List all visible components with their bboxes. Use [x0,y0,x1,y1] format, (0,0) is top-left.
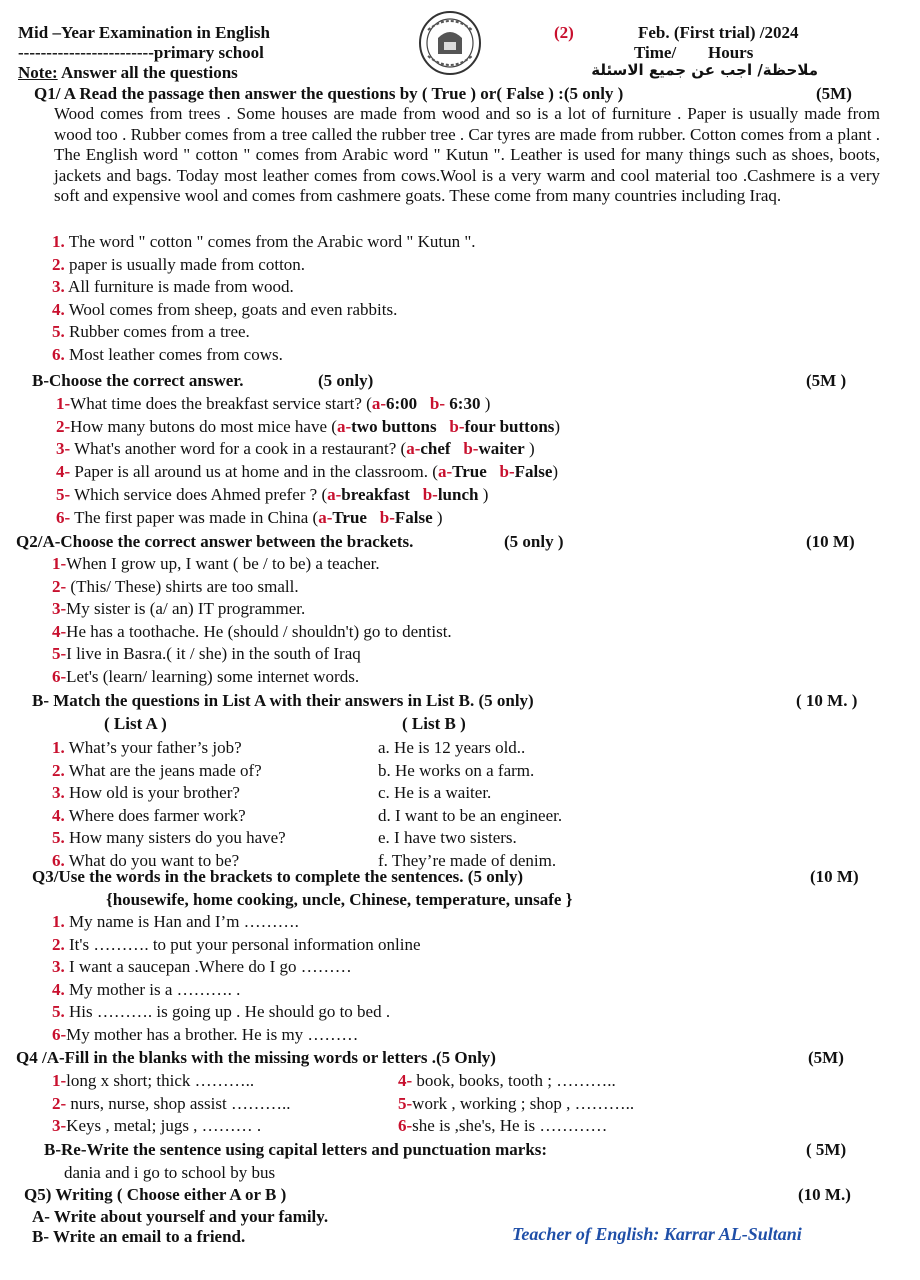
q4-text: Keys , metal; jugs , ……… . [66,1116,262,1136]
choice-open-paren: ( [321,484,328,504]
q5-heading: Q5) Writing ( Choose either A or B ) [24,1185,287,1204]
choice-option-text: True [452,462,487,482]
list-a-number: 1. [52,738,65,757]
q3-sentence-number: 6- [52,1025,67,1044]
q3-sentence-item [52,956,352,977]
choice-option-letter: b- [499,462,515,482]
reading-passage: Wood comes from trees . Some houses are made from wood and so is a lot of furniture . Paper is usually made from wood too . Rubber comes from a tree called the rubber tree . Car tyres are made from rubber. Cotton comes from a plant . The English word " cotton " comes from Arabic word " Kutun ". Leather is used for many things such as shoes, boots, jackets and bags. Today most leather comes from cows.Wool is a very warm and cool material too .Cashmere is a very soft and expensive wool and comes from cashmere goats. These come from many countries including Iraq. [54,104,880,206]
list-a-text: How many sisters do you have? [64,828,286,848]
q1-question-number: 2. [52,254,65,274]
q3-sentence-number: 4. [52,979,65,999]
q2-question-text: He has a toothache. He (should / shouldn't) go to dentist. [66,621,452,641]
q5-option-b: B- Write an email to a friend. [32,1227,246,1246]
q2-heading: Q2/A-Choose the correct answer between the brackets. [16,532,414,551]
q1-question-text: The word " cotton " comes from the Arabic word " Kutun ". [64,232,476,251]
choice-text: How many butons do most mice have [70,416,328,436]
q2-question-item [52,643,361,664]
q3-sentence-number: 3. [52,957,65,977]
choice-number: 3- [56,439,71,459]
q2-question-text: Let's (learn/ learning) some internet words. [66,667,360,686]
q1-question-text: Most leather comes from cows. [64,345,283,364]
q1b-only: (5 only) [318,371,374,390]
list-a-title: ( List A ) [104,714,167,733]
q1-question-text: paper is usually made from cotton. [64,254,306,274]
list-b-item: c. He is a waiter. [378,783,492,803]
choice-option-text: chef [420,439,451,459]
q2-question-item [52,621,452,642]
q3-sentence-number: 1. [52,912,65,931]
list-a-text: What’s your father’s job? [64,738,242,757]
q3-heading: Q3/Use the words in the brackets to complete the sentences. (5 only) [32,867,524,886]
page-number: (2) [554,23,574,42]
list-a-item [52,827,286,848]
q4-number: 1- [52,1071,67,1090]
q1-marks: (5M) [816,84,852,103]
choice-open-paren: ( [432,462,438,482]
choice-question [56,438,535,459]
choice-question [56,507,443,528]
list-a-text: What are the jeans made of? [64,760,262,780]
q4b-sentence: dania and i go to school by bus [64,1163,276,1182]
q2-question-number: 6- [52,667,67,686]
q3-sentence-text: His ………. is going up . He should go to bed . [64,1002,391,1022]
choice-open-paren: ( [331,416,337,436]
q2-question-item [52,666,359,687]
choice-option-text: False [394,507,433,527]
choice-question [56,416,560,437]
q5-option-a: A- Write about yourself and your family. [32,1207,329,1226]
q5-marks: (10 M.) [798,1185,851,1204]
q3-sentence-text: My mother has a brother. He is my ……… [66,1025,359,1044]
choice-number: 5- [56,484,71,504]
exam-date: Feb. (First trial) /2024 [638,23,799,42]
choice-option-letter: b- [463,439,479,459]
list-a-number: 4. [52,805,65,825]
ministry-seal-icon [418,10,482,76]
q3-sentence-item [52,1024,358,1045]
time-label: Time/ [634,43,677,62]
q4b-heading: B-Re-Write the sentence using capital letters and punctuation marks: [44,1140,548,1159]
q1-question-item [52,344,283,365]
time-value: Hours [708,43,754,62]
choice-option-letter: a- [318,507,333,527]
q3-sentence-item [52,934,421,955]
q1-question-item [52,321,250,342]
q2-question-number: 1- [52,554,67,573]
q1b-marks: (5M ) [806,371,847,390]
q4-number: 3- [52,1116,67,1136]
choice-close-paren: ) [552,462,559,482]
choice-option-text: four buttons [464,416,555,436]
choice-text: Paper is all around us at home and in the classroom. [70,462,429,482]
q4-left-item [52,1070,254,1091]
q3-sentence-item [52,1001,390,1022]
choice-text: The first paper was made in China [70,507,309,527]
choice-open-paren: ( [366,394,372,413]
choice-number: 4- [56,462,71,482]
list-a-item [52,760,262,781]
q4-number: 2- [52,1093,67,1113]
q2-question-number: 2- [52,576,67,596]
list-b-item: e. I have two sisters. [378,828,517,848]
q2-question-number: 5- [52,644,67,664]
q1-question-text: Wool comes from sheep, goats and even rabbits. [64,299,398,319]
note-text: Answer all the questions [57,63,238,82]
q1-heading: Q1/ A Read the passage then answer the questions by ( True ) or( False ) :(5 only ) [34,84,624,103]
q2b-heading: B- Match the questions in List A with their answers in List B. (5 only) [32,691,534,710]
list-a-text: What do you want to be? [64,851,240,870]
list-b-item: f. They’re made of denim. [378,851,557,870]
q2-marks: (10 M) [806,532,855,551]
choice-open-paren: ( [312,507,319,527]
list-a-number: 6. [52,851,65,870]
q4-right-item [398,1070,616,1091]
choice-option-letter: a- [327,484,342,504]
q3-sentence-text: I want a saucepan .Where do I go ……… [64,957,352,977]
q4-left-item [52,1115,261,1136]
choice-option-letter: a- [371,394,386,413]
list-a-item [52,737,242,758]
choice-text: Which service does Ahmed prefer ? [70,484,318,504]
q1-question-number: 3. [52,277,65,297]
choice-option-text: 6:00 [385,394,418,413]
arabic-note: ملاحظة/ اجب عن جميع الاسئلة [591,61,818,79]
q4-number: 4- [398,1071,413,1090]
list-b-item: d. I want to be an engineer. [378,805,563,825]
choice-option-text: lunch [437,484,479,504]
choice-question [56,484,488,505]
exam-title: Mid –Year Examination in English [18,23,270,42]
choice-option-letter: b- [422,484,438,504]
list-b-item: b. He works on a farm. [378,760,535,780]
list-a-number: 5. [52,828,65,848]
school-line: ------------------------primary school [18,43,264,62]
q3-sentence-text: My name is Han and I’m ………. [64,912,299,931]
q1-question-number: 5. [52,322,65,342]
q3-sentence-number: 5. [52,1002,65,1022]
q3-marks: (10 M) [810,867,859,886]
q1-question-item [52,276,294,297]
choice-number: 1- [56,394,71,413]
q1-question-number: 4. [52,299,65,319]
q4-text: work , working ; shop , ……….. [412,1093,635,1113]
choice-option-text: True [332,507,367,527]
list-a-item [52,805,246,826]
teacher-signature: Teacher of English: Karrar AL-Sultani [512,1224,802,1244]
q4-heading: Q4 /A-Fill in the blanks with the missing words or letters .(5 Only) [16,1048,496,1067]
choice-option-text: False [514,462,553,482]
q3-sentence-text: It's ………. to put your personal information online [64,934,421,954]
q2-question-item [52,553,380,574]
q4-number: 5- [398,1093,413,1113]
choice-option-letter: a- [437,462,453,482]
q4-right-item [398,1115,607,1136]
q1-question-number: 6. [52,345,65,364]
q2-only: (5 only ) [504,532,564,551]
q4-number: 6- [398,1116,413,1136]
q2-question-number: 3- [52,599,67,619]
q1-question-item [52,254,305,275]
q2-question-text: My sister is (a/ an) IT programmer. [66,599,306,619]
q4-left-item [52,1093,290,1114]
q3-sentence-item [52,979,240,1000]
list-a-text: Where does farmer work? [64,805,246,825]
choice-number: 2- [56,416,71,436]
list-a-number: 3. [52,783,65,803]
choice-option-text: 6:30 [445,394,481,413]
q1-question-number: 1. [52,232,65,251]
q4-text: book, books, tooth ; ……….. [412,1071,616,1090]
choice-option-letter: b- [429,394,446,413]
list-a-item [52,782,240,803]
choice-option-text: breakfast [341,484,410,504]
q4-marks: (5M) [808,1048,844,1067]
q3-sentence-text: My mother is a ………. . [64,979,241,999]
choice-close-paren: ) [478,484,489,504]
q4-right-item [398,1093,634,1114]
q3-sentence-number: 2. [52,934,65,954]
q4-text: long x short; thick ……….. [66,1071,255,1090]
choice-option-letter: a- [336,416,352,436]
q1-question-text: Rubber comes from a tree. [64,322,250,342]
q2-question-text: When I grow up, I want ( be / to be) a teacher. [66,554,380,573]
choice-question [56,461,558,482]
choice-question [56,393,490,414]
choice-close-paren: ) [524,439,535,459]
q1-question-item [52,231,476,252]
choice-option-letter: a- [406,439,421,459]
note-label: Note: [18,63,58,82]
list-b-item: a. He is 12 years old.. [378,738,526,757]
q2-question-text: (This/ These) shirts are too small. [66,576,299,596]
q2b-marks: ( 10 M. ) [796,691,858,710]
note-line [18,62,238,83]
choice-open-paren: ( [400,439,407,459]
q2-question-number: 4- [52,621,67,641]
list-a-text: How old is your brother? [64,783,240,803]
choice-option-letter: b- [379,507,395,527]
q1-question-text: All furniture is made from wood. [64,277,294,297]
q1b-heading: B-Choose the correct answer. [32,371,244,390]
q4-text: nurs, nurse, shop assist ……….. [66,1093,291,1113]
choice-close-paren: ) [432,507,443,527]
choice-close-paren: ) [480,394,491,413]
q2-question-item [52,598,305,619]
choice-number: 6- [56,507,71,527]
q3-sentence-item [52,911,299,932]
choice-close-paren: ) [554,416,561,436]
choice-text: What's another word for a cook in a restaurant? [70,439,397,459]
q2-question-text: I live in Basra.( it / she) in the south of Iraq [66,644,361,664]
choice-text: What time does the breakfast service start? [70,394,362,413]
q4b-marks: ( 5M) [806,1140,847,1159]
q4-text: she is ,she's, He is ………… [412,1116,608,1136]
q3-word-bank: {housewife, home cooking, uncle, Chinese, temperature, unsafe } [106,890,573,909]
choice-option-letter: b- [449,416,465,436]
list-b-title: ( List B ) [402,714,466,733]
q2-question-item [52,576,299,597]
list-a-number: 2. [52,760,65,780]
choice-option-text: two buttons [351,416,437,436]
choice-option-text: waiter [478,439,525,459]
q1-question-item [52,299,397,320]
